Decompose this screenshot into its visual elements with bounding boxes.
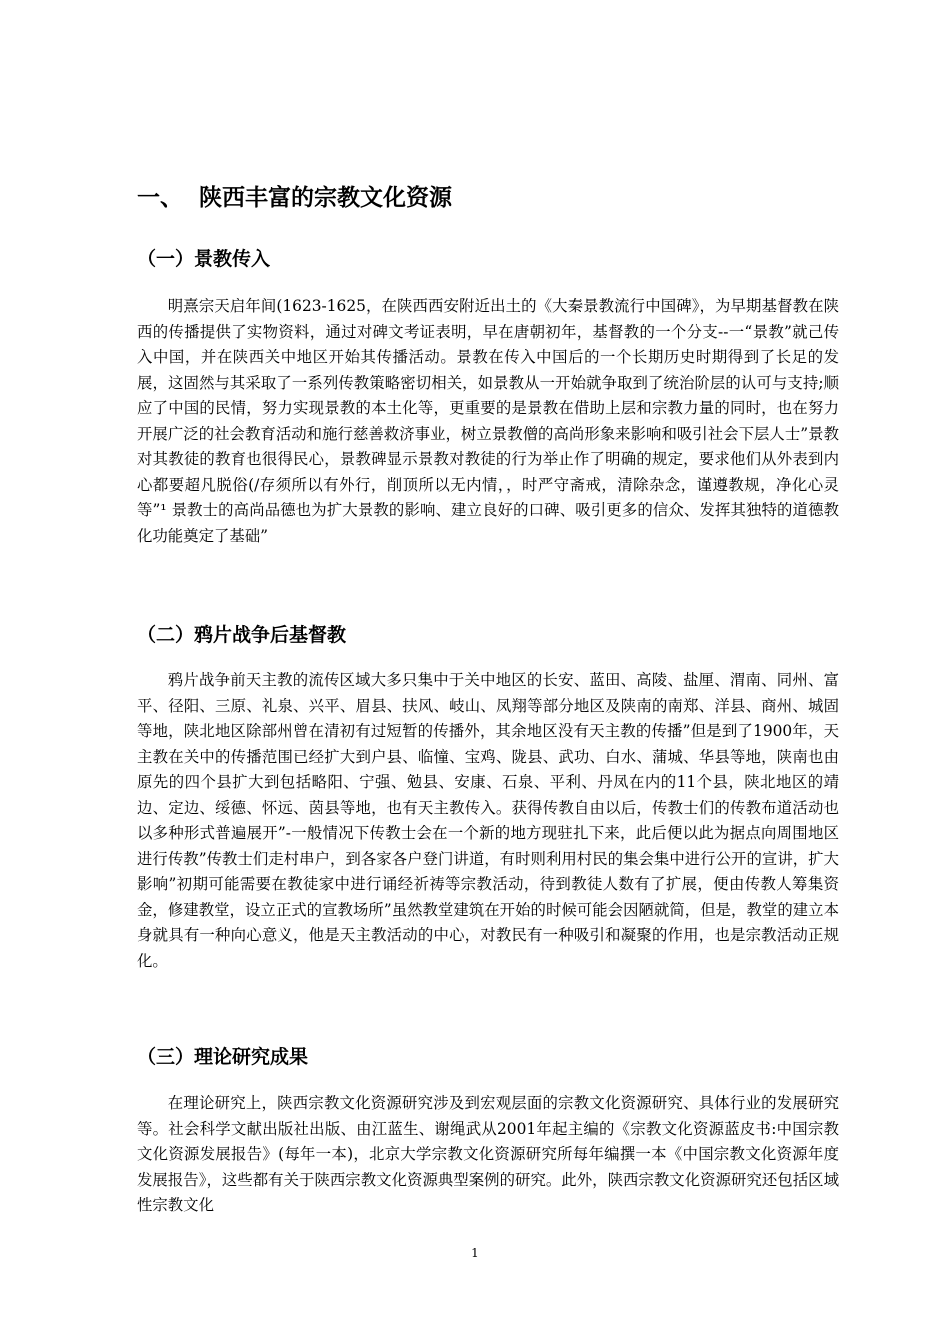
chapter-title: 陕西丰富的宗教文化资源 — [199, 185, 452, 211]
section-paragraph-1: 明熹宗天启年间(1623-1625，在陕西西安附近出土的《大秦景教流行中国碑》，为早期基督教在陕西的传播提供了实物资料，通过对碑文考证表明，早在唐朝初年，基督教的一个分支--一“景教”就己传入中国，并在陕西关中地区开始其传播活动。景教在传入中国后的一个长期历史时期得到了长足的发展，这固然与其采取了一系列传教策略密切相关，如景教从一开始就争取到了统治阶层的认可与支持;顺应了中国的民情，努力实现景教的本土化等，更重要的是景教在借助上层和宗教力量的同时，也在努力开展广泛的社会教育活动和施行慈善救济事业，树立景教僧的高尚形象来影响和吸引社会下层人士”景教对其教徒的教育也很得民心，景教碑显示景教对教徒的行为举止作了明确的规定，要求他们从外表到内心都要超凡脱俗(/存须所以有外行，削顶所以无内情，，时严守斋戒，清除杂念，谨遵教规，净化心灵等”¹ 景教士的高尚品德也为扩大景教的影响、建立良好的口碑、吸引更多的信众、发挥其独特的道德教化功能奠定了基础” — [137, 297, 839, 545]
page-number: 1 — [471, 1246, 479, 1260]
section-heading-3: （三）理论研究成果 — [137, 1046, 309, 1068]
chapter-heading — [137, 180, 452, 216]
section-paragraph-3: 在理论研究上，陕西宗教文化资源研究涉及到宏观层面的宗教文化资源研究、具体行业的发展研究等。社会科学文献出版社出版、由江蓝生、谢绳武从2001年起主编的《宗教文化资源蓝皮书:中国宗教文化资源发展报告》(每年一本)，北京大学宗教文化资源研究所每年编撰一本《中国宗教文化资源年度发展报告》，这些都有关于陕西宗教文化资源典型案例的研究。此外，陕西宗教文化资源研究还包括区域性宗教文化 — [137, 1094, 839, 1214]
section-heading-2: （二）鸦片战争后基督教 — [137, 624, 347, 646]
section-heading-1: （一）景教传入 — [137, 248, 271, 270]
section-paragraph-2: 鸦片战争前天主教的流传区域大多只集中于关中地区的长安、蓝田、高陵、盐厘、渭南、同州、富平、径阳、三原、礼泉、兴平、眉县、扶风、岐山、凤翔等部分地区及陕南的南郑、洋县、商州、城固等地，陕北地区除部州曾在清初有过短暂的传播外，其余地区没有天主教的传播”但是到了1900年，天主教在关中的传播范围已经扩大到户县、临憧、宝鸡、陇县、武功、白水、蒲城、华县等地，陕南也由原先的四个县扩大到包括略阳、宁强、勉县、安康、石泉、平利、丹凤在内的11个县，陕北地区的靖边、定边、绥德、怀远、茵县等地，也有天主教传入。获得传教自由以后，传教士们的传教布道活动也以多种形式普遍展开”-一般情况下传教士会在一个新的地方现驻扎下来，此后便以此为据点向周围地区进行传教”传教士们走村串户，到各家各户登门讲道，有时则利用村民的集会集中进行公开的宣讲，扩大影响”初期可能需要在教徒家中进行诵经祈祷等宗教活动，待到教徒人数有了扩展，便由传教人筹集资金，修建教堂，设立正式的宣教场所”虽然教堂建筑在开始的时候可能会因陋就简，但是，教堂的建立本身就具有一种向心意义，他是天主教活动的中心，对教民有一种吸引和凝聚的作用，也是宗教活动正规化。 — [137, 671, 839, 970]
chapter-number: 一、 — [137, 185, 183, 211]
